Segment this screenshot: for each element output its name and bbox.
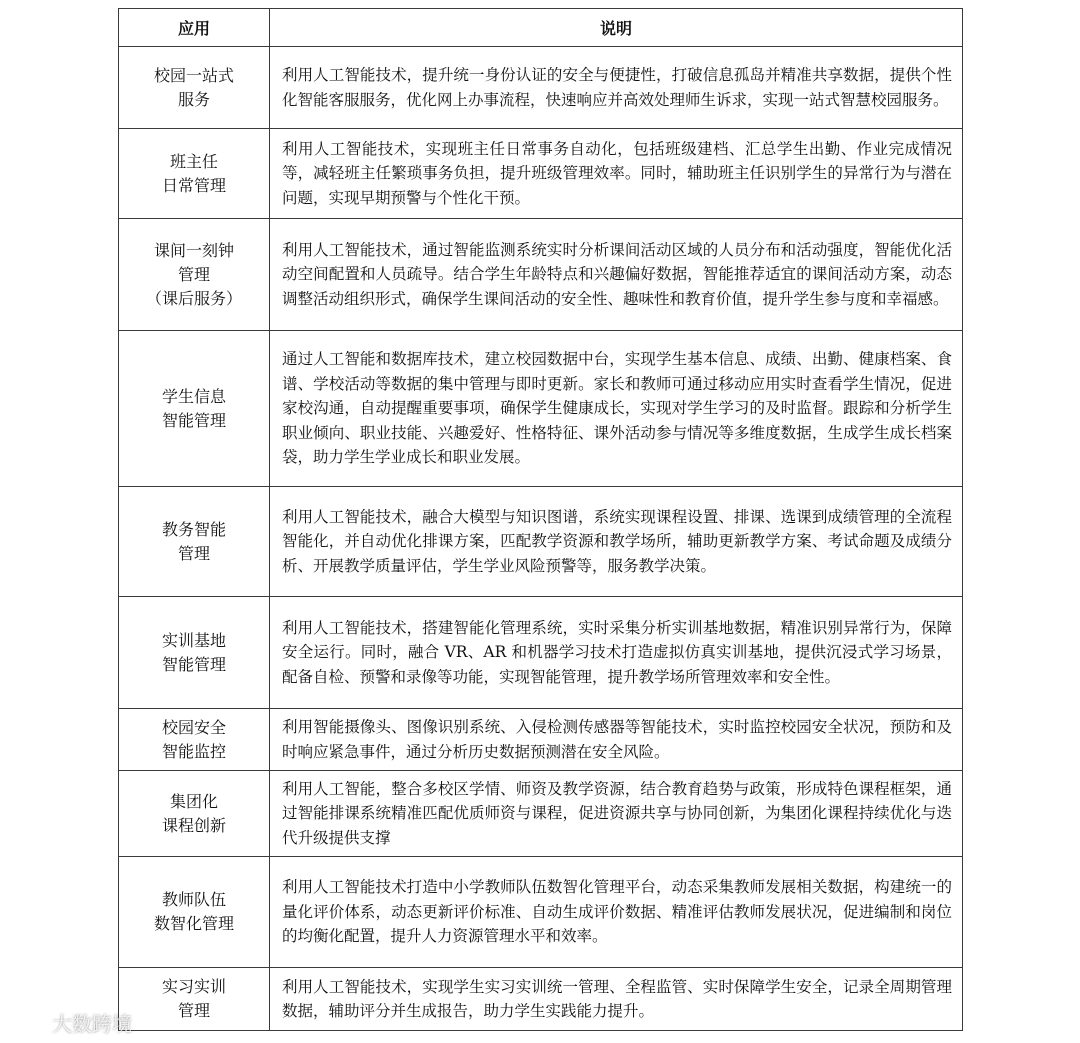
header-row — [119, 9, 963, 47]
watermark-text: 大数跨境 — [52, 1012, 132, 1036]
table-row — [119, 487, 963, 597]
app-name: 班主任 日常管理 — [119, 129, 270, 219]
table-row — [119, 129, 963, 219]
app-description: 利用人工智能技术，实现学生实习实训统一管理、全程监管、实时保障学生安全，记录全周期管理数据，辅助评分并生成报告，助力学生实践能力提升。 — [270, 968, 963, 1031]
app-description: 通过人工智能和数据库技术，建立校园数据中台，实现学生基本信息、成绩、出勤、健康档案、食谱、学校活动等数据的集中管理与即时更新。家长和教师可通过移动应用实时查看学生情况，促进家校沟通，自动提醒重要事项，确保学生健康成长，实现对学生学习的及时监督。跟踪和分析学生职业倾向、职业技能、兴趣爱好、性格特征、课外活动参与情况等多维度数据，生成学生成长档案袋，助力学生学业成长和职业发展。 — [270, 331, 963, 487]
table-row — [119, 709, 963, 771]
header-app: 应用 — [119, 9, 270, 47]
table-row — [119, 597, 963, 709]
table-row — [119, 771, 963, 857]
table-row — [119, 857, 963, 968]
app-description: 利用人工智能技术，融合大模型与知识图谱，系统实现课程设置、排课、选课到成绩管理的全流程智能化，并自动优化排课方案，匹配教学资源和教学场所，辅助更新教学方案、考试命题及成绩分析、开展教学质量评估，学生学业风险预警等，服务教学决策。 — [270, 487, 963, 597]
table-row — [119, 219, 963, 331]
watermark — [8, 1008, 132, 1037]
app-name: 校园一站式 服务 — [119, 47, 270, 129]
app-description: 利用人工智能技术，搭建智能化管理系统，实时采集分析实训基地数据，精准识别异常行为，保障安全运行。同时，融合 VR、AR 和机器学习技术打造虚拟仿真实训基地，提供沉浸式学习场景，配备自检、预警和录像等功能，实现智能管理，提升教学场所管理效率和安全性。 — [270, 597, 963, 709]
app-description: 利用人工智能技术，实现班主任日常事务自动化，包括班级建档、汇总学生出勤、作业完成情况等，减轻班主任繁琐事务负担，提升班级管理效率。同时，辅助班主任识别学生的异常行为与潜在问题，实现早期预警与个性化干预。 — [270, 129, 963, 219]
weibo-logo-icon — [8, 1011, 48, 1035]
app-description: 利用人工智能技术，提升统一身份认证的安全与便捷性，打破信息孤岛并精准共享数据，提供个性化智能客服服务，优化网上办事流程，快速响应并高效处理师生诉求，实现一站式智慧校园服务。 — [270, 47, 963, 129]
app-name: 集团化 课程创新 — [119, 771, 270, 857]
table-row — [119, 331, 963, 487]
table-row — [119, 47, 963, 129]
app-name: 教务智能 管理 — [119, 487, 270, 597]
app-name: 课间一刻钟 管理 （课后服务） — [119, 219, 270, 331]
header-description: 说明 — [270, 9, 963, 47]
app-name: 实训基地 智能管理 — [119, 597, 270, 709]
application-table — [118, 8, 963, 1031]
app-description: 利用人工智能技术，通过智能监测系统实时分析课间活动区域的人员分布和活动强度，智能优化活动空间配置和人员疏导。结合学生年龄特点和兴趣偏好数据，智能推荐适宜的课间活动方案，动态调整活动组织形式，确保学生课间活动的安全性、趣味性和教育价值，提升学生参与度和幸福感。 — [270, 219, 963, 331]
table-row — [119, 968, 963, 1031]
app-description: 利用智能摄像头、图像识别系统、入侵检测传感器等智能技术，实时监控校园安全状况，预防和及时响应紧急事件，通过分析历史数据预测潜在安全风险。 — [270, 709, 963, 771]
app-description: 利用人工智能技术打造中小学教师队伍数智化管理平台，动态采集教师发展相关数据，构建统一的量化评价体系，动态更新评价标准、自动生成评价数据、精准评估教师发展状况，促进编制和岗位的均衡化配置，提升人力资源管理水平和效率。 — [270, 857, 963, 968]
app-name: 教师队伍 数智化管理 — [119, 857, 270, 968]
app-name: 实习实训 管理 — [119, 968, 270, 1031]
app-name: 学生信息 智能管理 — [119, 331, 270, 487]
app-description: 利用人工智能，整合多校区学情、师资及教学资源，结合教育趋势与政策，形成特色课程框架，通过智能排课系统精准匹配优质师资与课程，促进资源共享与协同创新，为集团化课程持续优化与迭代升级提供支撑 — [270, 771, 963, 857]
app-name: 校园安全 智能监控 — [119, 709, 270, 771]
